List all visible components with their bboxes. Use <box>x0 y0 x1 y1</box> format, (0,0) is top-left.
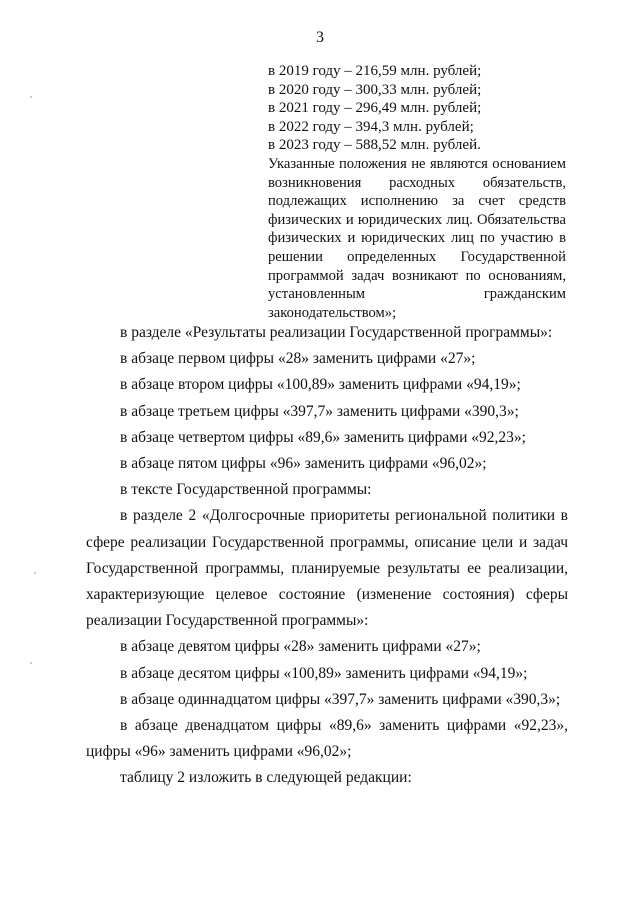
budget-line-2020: в 2020 году – 300,33 млн. рублей; <box>268 81 482 98</box>
section-2-paragraph: в разделе 2 «Долгосрочные приоритеты региональной политики в сфере реализации Государственной программы, описание цели и задач Государственной программы, планируемые результаты ее реализации, характеризующие целевое состояние (изменение состояния) сферы реализации Государственной программы»: <box>86 507 568 630</box>
scan-speck <box>30 96 32 98</box>
page-number: 3 <box>316 29 324 46</box>
section-2-item: в абзаце одиннадцатом цифры «397,7» заменить цифрами «390,3»; <box>120 690 561 708</box>
section-2-item: в абзаце десятом цифры «100,89» заменить цифрами «94,19»; <box>120 664 528 682</box>
results-item: в абзаце первом цифры «28» заменить цифрами «27»; <box>120 350 476 368</box>
budget-line-2023: в 2023 году – 588,52 млн. рублей. <box>268 137 481 154</box>
budget-column-block <box>268 62 566 322</box>
scan-speck <box>34 572 36 574</box>
table-2-instruction: таблицу 2 изложить в следующей редакции: <box>120 769 412 787</box>
results-item: в абзаце четвертом цифры «89,6» заменить цифрами «92,23»; <box>120 428 526 446</box>
main-body-text <box>86 320 568 792</box>
section-2-item: в абзаце девятом цифры «28» заменить цифрами «27»; <box>120 638 481 656</box>
scan-speck <box>30 662 32 664</box>
results-section-heading: в разделе «Результаты реализации Государственной программы»: <box>120 324 553 341</box>
program-text-heading: в тексте Государственной программы: <box>120 481 372 499</box>
results-item: в абзаце втором цифры «100,89» заменить цифрами «94,19»; <box>120 376 521 394</box>
obligations-paragraph: Указанные положения не являются основанием возникновения расходных обязательств, подлежащих исполнению за счет средств физических и юридических лиц. Обязательства физических и юридических лиц по участию в решении определенных Государственной программой задач возникают по основаниям, установленным гражданским законодательством»; <box>268 155 566 321</box>
twelfth-paragraph-item: в абзаце двенадцатом цифры «89,6» заменить цифрами «92,23», цифры «96» заменить цифрами «96,02»; <box>86 717 568 761</box>
results-item: в абзаце третьем цифры «397,7» заменить цифрами «390,3»; <box>120 402 519 420</box>
results-item: в абзаце пятом цифры «96» заменить цифрами «96,02»; <box>120 455 487 473</box>
budget-line-2022: в 2022 году – 394,3 млн. рублей; <box>268 118 474 135</box>
budget-line-2021: в 2021 году – 296,49 млн. рублей; <box>268 100 482 117</box>
budget-line-2019: в 2019 году – 216,59 млн. рублей; <box>268 63 482 79</box>
